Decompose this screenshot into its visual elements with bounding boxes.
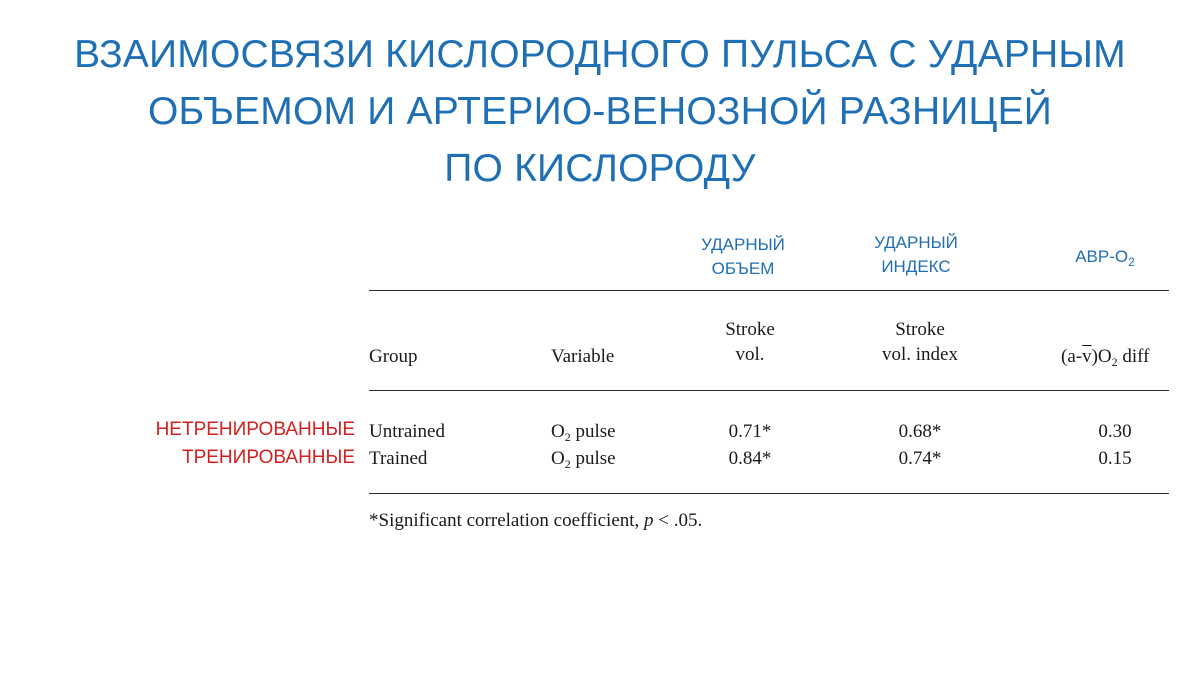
column-header-group: Group	[369, 346, 418, 367]
ru-header-stroke-volume	[688, 233, 798, 281]
column-header-stroke-index-line-2: vol. index	[882, 344, 958, 365]
column-header-avo2-diff	[1061, 344, 1150, 369]
ru-header-stroke-index	[860, 231, 972, 279]
ru-header-avr-prefix: АВР-О	[1075, 247, 1129, 266]
slide-title-line-1: ВЗАИМОСВЯЗИ КИСЛОРОДНОГО ПУЛЬСА С УДАРНЫМ	[74, 33, 1126, 76]
row-trained-avo2: 0.15	[1098, 448, 1132, 469]
table-footnote	[369, 508, 702, 533]
slide-title-line-2: ОБЪЕМОМ И АРТЕРИО-ВЕНОЗНОЙ РАЗНИЦЕЙ	[147, 90, 1053, 133]
footnote-text-pre: *Significant correlation coefficient,	[369, 510, 645, 531]
row-trained-variable-sub: 2	[564, 457, 571, 471]
footnote-text-post: < .05.	[653, 510, 703, 531]
column-header-stroke-vol	[700, 317, 800, 367]
table-bottom-rule	[369, 493, 1169, 494]
table-top-rule	[369, 290, 1169, 291]
ru-row-label-trained: ТРЕНИРОВАННЫЕ	[181, 447, 355, 468]
row-trained-stroke-index: 0.74*	[898, 448, 942, 469]
row-untrained-stroke-vol: 0.71*	[728, 421, 772, 442]
footnote-p-symbol: p	[644, 510, 654, 531]
ru-header-stroke-volume-line-1: УДАРНЫЙ	[701, 235, 785, 254]
row-untrained-group: Untrained	[369, 421, 445, 442]
ru-header-stroke-volume-line-2: ОБЪЕМ	[711, 259, 775, 278]
row-trained-variable-post: pulse	[570, 448, 616, 469]
ru-header-avr-subscript: 2	[1128, 255, 1135, 269]
column-header-variable: Variable	[551, 346, 615, 367]
row-untrained-stroke-index: 0.68*	[898, 421, 942, 442]
avo2-header-part-b: )O	[1091, 346, 1112, 367]
avo2-header-part-c: diff	[1117, 346, 1150, 367]
ru-row-label-untrained: НЕТРЕНИРОВАННЫЕ	[155, 419, 355, 440]
column-header-stroke-vol-line-2: vol.	[735, 344, 765, 365]
column-header-stroke-vol-line-1: Stroke	[725, 319, 775, 340]
avo2-header-v-bar: $\overline{v}$	[1082, 346, 1092, 367]
row-untrained-variable-post: pulse	[570, 421, 616, 442]
slide-title-line-3: ПО КИСЛОРОДУ	[444, 147, 756, 190]
column-header-stroke-index	[860, 317, 980, 367]
column-header-stroke-index-line-1: Stroke	[895, 319, 945, 340]
row-trained-variable-pre: O	[551, 448, 565, 469]
ru-header-stroke-index-line-1: УДАРНЫЙ	[874, 233, 958, 252]
avo2-header-subscript: 2	[1111, 355, 1118, 369]
ru-header-stroke-index-line-2: ИНДЕКС	[881, 257, 951, 276]
avo2-header-part-a: (a-	[1061, 346, 1083, 367]
row-untrained-variable-sub: 2	[564, 430, 571, 444]
row-trained-variable	[551, 446, 616, 471]
row-trained-group: Trained	[369, 448, 428, 469]
row-untrained-avo2: 0.30	[1098, 421, 1132, 442]
table-header-rule	[369, 390, 1169, 391]
row-trained-stroke-vol: 0.84*	[728, 448, 772, 469]
row-untrained-variable-pre: O	[551, 421, 565, 442]
slide-title	[0, 26, 1200, 197]
ru-header-avr-o2	[1055, 245, 1155, 269]
row-untrained-variable	[551, 419, 616, 444]
